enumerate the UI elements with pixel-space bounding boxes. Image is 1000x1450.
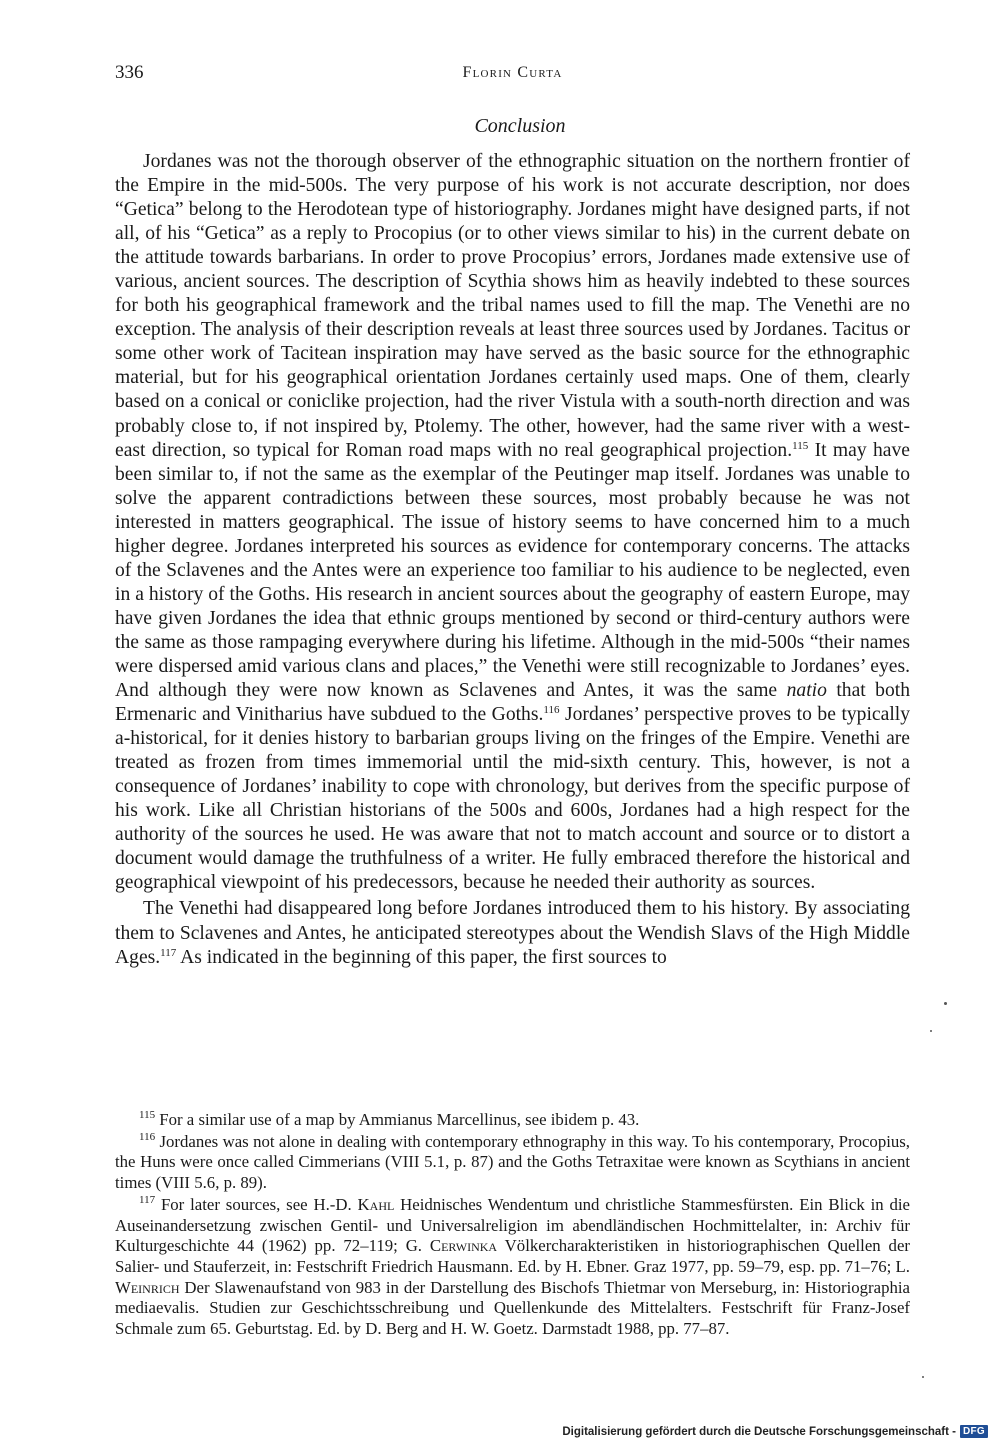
- text-run: that both Ermenaric and Vinitharius have subdued to the Goths.: [115, 680, 910, 726]
- body-paragraph: [115, 897, 910, 969]
- footnote-marker: 117: [139, 1193, 156, 1206]
- text-run: Der Slawenaufstand von 983 in der Darstellung des Bischofs Thietmar von Merseburg, in: Historiographia mediaevalis. Studien zur Geschichtsschreibung und Quellenkunde des Mittelalters. Festschrift für Franz-Josef Schmale zum 65. Geburtstag. Ed. by D. Berg and H. W. Goetz. Darmstadt 1988, pp. 77–87.: [115, 1277, 910, 1339]
- body-text: [115, 150, 910, 970]
- cited-author: Weinrich: [115, 1277, 180, 1297]
- running-head: [115, 62, 910, 92]
- text-run: Heidnisches Wendentum und christliche Stammesfürsten. Ein Blick in die Auseinandersetzung zwischen Gentil- und Universalreligion im abendländischen Hochmittelalter, in: Archiv für Kulturgeschichte 44 (1962) pp. 72–119; G.: [115, 1194, 911, 1256]
- text-run: For a similar use of a map by Ammianus Marcellinus, see ibidem p. 43.: [155, 1110, 640, 1129]
- text-run: Jordanes was not the thorough observer of the ethnographic situation on the northern frontier of the Empire in the mid-500s. The very purpose of his work is not accurate description, nor does “Getica” belong to the Herodotean type of historiography. Jordanes might have designed parts, if not all, of his “Getica” as a reply to Procopius (or to other views similar to his) in the current debate on the attitude towards barbarians. In order to prove Procopius’ errors, Jordanes made extensive use of various, ancient sources. The description of Scythia shows him as heavily indebted to these sources for both his geographical framework and the tribal names used to fill the map. The Venethi are no exception. The analysis of their description reveals at least three sources used by Jordanes. Tacitus or some other work of Tacitean inspiration may have served as the basic source for the ethnographic material, but for his geographical orientation Jordanes certainly used maps. One of them, clearly based on a conical or coniclike projection, had the river Vistula with a south-north direction and was probably close to, if not inspired by, Ptolemy. The other, however, had the same river with a west-east direction, so typical for Roman road maps with no real geographical projection.: [115, 151, 910, 461]
- scan-speck: [944, 1002, 947, 1005]
- section-title: Conclusion: [474, 115, 566, 137]
- text-run: Völkercharakteristiken in historiographischen Quellen der Salier- und Stauferzeit, in: Festschrift Friedrich Hausmann. Ed. by H. Ebner. Graz 1977, pp. 59–79, esp. pp. 71–76; L.: [115, 1236, 910, 1276]
- page-number: 336: [115, 62, 144, 83]
- text-run: For later sources, see H.-D.: [155, 1194, 358, 1214]
- text-run: As indicated in the beginning of this paper, the first sources to: [176, 946, 667, 968]
- text-run: Jordanes’ perspective proves to be typically a-historical, for it denies history to barbarian groups living on the fringes of the Empire. Venethi are treated as frozen from times immemorial until the mid-sixth century. This, however, is not a consequence of Jordanes’ inability to cope with chronology, but derives from the specific purpose of his work. Like all Christian historians of the 500s and 600s, Jordanes had a high respect for the authority of the sources he used. He was aware that not to match account and source or to distort a document would damage the truthfulness of a writer. He fully embraced therefore the historical and geographical viewpoint of his predecessors, because he needed their authority as sources.: [115, 704, 910, 894]
- italic-term: natio: [786, 680, 827, 702]
- dfg-logo: DFG: [960, 1425, 988, 1438]
- digitization-note: Digitalisierung gefördert durch die Deutsche Forschungsgemeinschaft -: [562, 1425, 956, 1438]
- footnote-marker: 116: [139, 1130, 156, 1143]
- cited-author: Cerwinka: [429, 1236, 498, 1256]
- footnote-marker: 117: [160, 946, 177, 959]
- scan-speck: [922, 1376, 924, 1378]
- text-run: It may have been similar to, if not the same as the exemplar of the Peutinger map itself. Jordanes was unable to solve the apparent contradictions between these sources, most probably because he was not interested in matters geographical. The issue of history seems to have concerned him to a much higher degree. Jordanes interpreted his sources as evidence for contemporary concerns. The attacks of the Sclavenes and the Antes were an experience too familiar to his audience to be neglected, even in a history of the Goths. His research in ancient sources about the geography of eastern Europe, may have given Jordanes the idea that ethnic groups mentioned by second or third-century authors were the same as those rampaging everywhere during his lifetime. Although in the mid-500s “their names were dispersed amid various clans and places,” the Venethi were still recognizable to Jordanes’ eyes. And although they were now known as Sclavenes and Antes, it was the same: [115, 439, 911, 702]
- body-paragraph: [115, 150, 910, 895]
- text-run: The Venethi had disappeared long before Jordanes introduced them to his history. By associating them to Sclavenes and Antes, he anticipated stereotypes about the Wendish Slavs of the High Middle Ages.: [115, 898, 910, 968]
- digitization-footer: [562, 1425, 988, 1438]
- running-head-author: Florin Curta: [462, 64, 563, 81]
- footnote-marker: 115: [139, 1109, 156, 1121]
- footnote: [115, 1110, 910, 1131]
- footnotes: [115, 1110, 910, 1341]
- footnote: [115, 1195, 910, 1340]
- footnote-marker: 115: [792, 439, 809, 452]
- footnote-marker: 116: [543, 704, 560, 717]
- cited-author: Kahl: [357, 1194, 395, 1214]
- scan-speck: [930, 1030, 932, 1032]
- footnote: [115, 1132, 910, 1194]
- text-run: Jordanes was not alone in dealing with contemporary ethnography in this way. To his contemporary, Procopius, the Huns were once called Cimmerians (VIII 5.1, p. 87) and the Goths Tetraxitae were known as Scythians in ancient times (VIII 5.6, p. 89).: [115, 1131, 910, 1193]
